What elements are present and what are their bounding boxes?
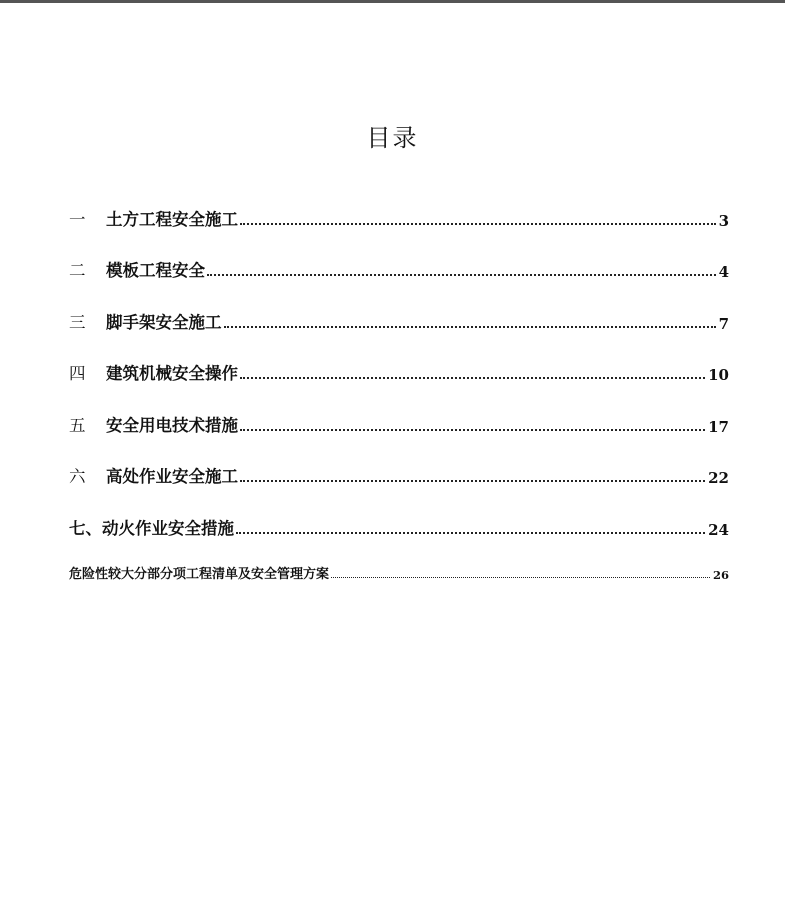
- toc-entry-4[interactable]: [69, 333, 729, 385]
- toc-dot-leader: [331, 577, 710, 578]
- toc-entry-number: 六: [69, 467, 86, 486]
- toc-dot-leader: [240, 223, 716, 225]
- toc-dot-leader: [224, 326, 716, 328]
- toc-entry-page: 3: [718, 211, 729, 230]
- toc-entry-page: 7: [718, 314, 729, 333]
- toc-entry-3[interactable]: [69, 281, 729, 333]
- toc-dot-leader: [207, 274, 716, 276]
- toc-entry-label: 危险性较大分部分项工程清单及安全管理方案: [69, 566, 330, 582]
- toc-entry-page: 17: [708, 417, 729, 436]
- toc-entry-page: 10: [708, 366, 729, 384]
- toc-entry-page: 24: [708, 520, 729, 539]
- toc-entry-number: 三: [69, 312, 86, 332]
- toc-entry-page: 4: [718, 263, 729, 281]
- toc-entry-number: 四: [69, 364, 86, 383]
- toc-entry-8[interactable]: [69, 539, 729, 582]
- toc-entry-number: 二: [69, 261, 86, 280]
- toc-entry-label: 七、动火作业安全措施: [69, 518, 234, 538]
- toc-entry-7[interactable]: [69, 487, 729, 539]
- toc-entry-1[interactable]: [69, 178, 729, 230]
- toc-entry-number: 五: [69, 415, 86, 435]
- toc-entry-6[interactable]: [69, 436, 729, 488]
- toc-entry-label: 建筑机械安全操作: [106, 364, 238, 383]
- toc-entry-2[interactable]: [69, 230, 729, 282]
- toc-entry-page: 26: [712, 567, 729, 582]
- table-of-contents: [69, 178, 729, 582]
- page-title: 目录: [366, 124, 419, 152]
- toc-entry-label: 安全用电技术措施: [106, 415, 238, 435]
- toc-dot-leader: [240, 480, 705, 482]
- toc-entry-page: 22: [708, 469, 729, 487]
- toc-entry-label: 土方工程安全施工: [106, 209, 238, 229]
- toc-entry-number: 一: [69, 209, 86, 229]
- toc-entry-5[interactable]: [69, 384, 729, 436]
- toc-dot-leader: [240, 377, 705, 379]
- toc-entry-label: 模板工程安全: [106, 261, 205, 280]
- toc-dot-leader: [236, 532, 705, 534]
- toc-entry-label: 脚手架安全施工: [106, 312, 222, 332]
- toc-entry-label: 高处作业安全施工: [106, 467, 238, 486]
- toc-dot-leader: [240, 429, 705, 431]
